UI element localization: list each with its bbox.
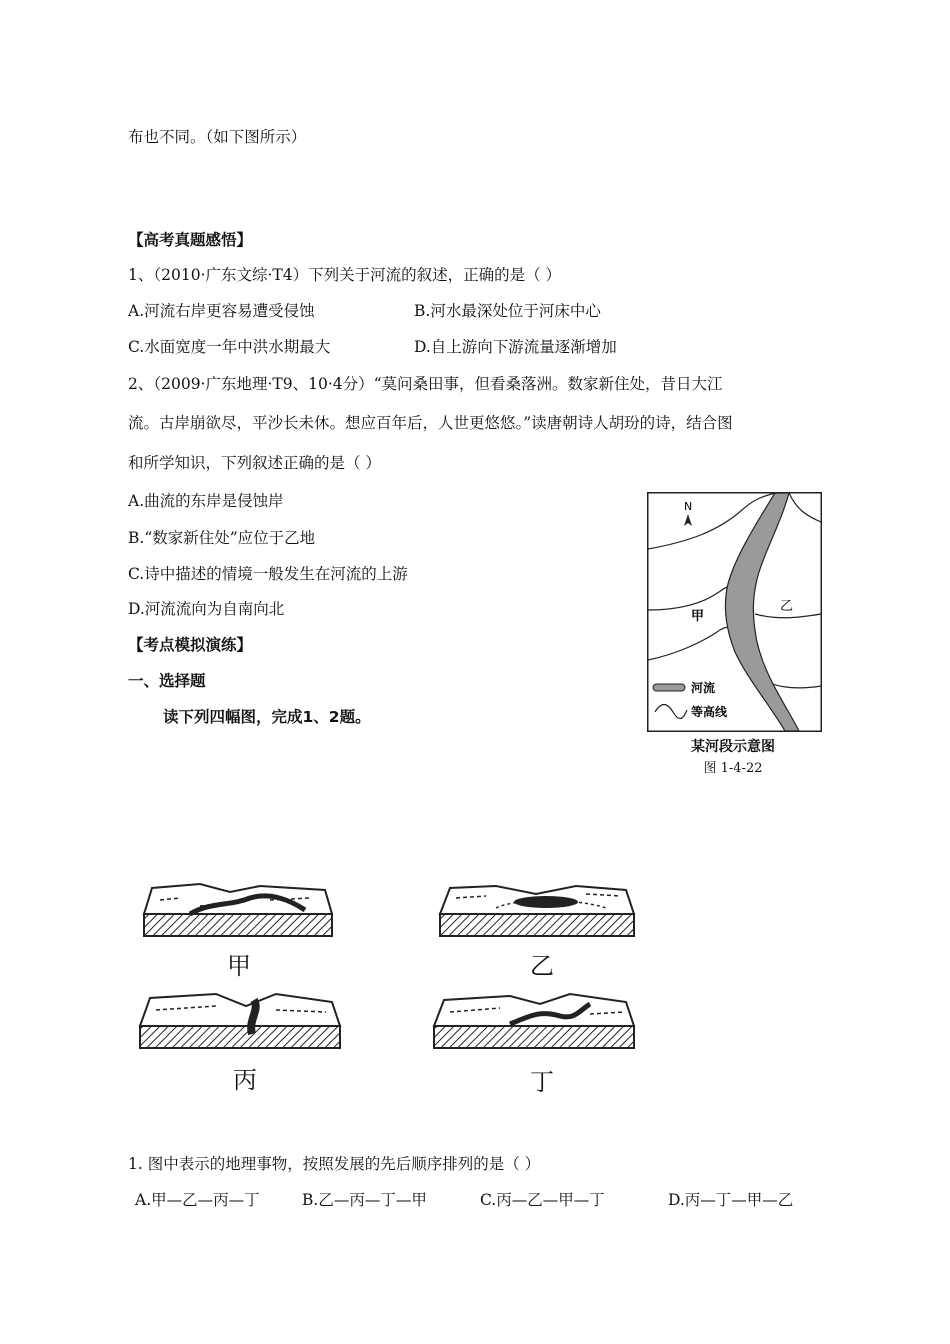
block-diagram-yi	[436, 880, 641, 946]
legend-contour-label: 等高线	[691, 705, 728, 719]
sim-q1-option-b: B.乙—丙—丁—甲	[302, 1191, 427, 1209]
q2-option-a: A.曲流的东岸是侵蚀岸	[128, 492, 284, 510]
sim-q1-option-c: C.丙—乙—甲—丁	[480, 1191, 605, 1209]
legend-river-label: 河流	[691, 681, 716, 695]
intro-text: 布也不同。（如下图所示）	[128, 128, 307, 146]
q1-option-a: A.河流右岸更容易遭受侵蚀	[128, 302, 315, 320]
q2-option-c: C.诗中描述的情境一般发生在河流的上游	[128, 565, 408, 583]
figure-label-ding: 丁	[530, 1068, 554, 1096]
sim-q1-option-d: D.丙—丁—甲—乙	[668, 1191, 794, 1209]
q1-stem: 1、（2010·广东文综·T4）下列关于河流的叙述，正确的是（ ）	[128, 266, 562, 284]
label-yi: 乙	[780, 599, 794, 614]
sim-q1-option-a: A.甲—乙—丙—丁	[135, 1191, 260, 1209]
label-jia: 甲	[691, 609, 705, 624]
section-heading-gaokao: 【高考真题感悟】	[128, 231, 253, 249]
block-diagram-bing	[136, 990, 346, 1058]
q2-stem-line2: 流。古岸崩欲尽，平沙长未休。想应百年后，人世更悠悠。”读唐朝诗人胡玢的诗，结合图	[128, 414, 733, 432]
q2-option-b: B.“数家新住处”应位于乙地	[128, 529, 316, 547]
block-diagram-jia	[140, 880, 340, 946]
part1-heading: 一、选择题	[128, 672, 206, 690]
block-diagram-ding	[430, 990, 640, 1058]
river-section-map	[647, 492, 822, 732]
map-title: 某河段示意图	[691, 739, 775, 755]
map-number: 图 1-4-22	[703, 761, 763, 776]
north-label: N	[684, 500, 693, 513]
figure-label-yi: 乙	[530, 952, 554, 980]
figure-label-jia: 甲	[227, 952, 251, 980]
instruction-text: 读下列四幅图，完成1、2题。	[163, 708, 371, 726]
section-heading-moni: 【考点模拟演练】	[128, 636, 253, 654]
q1-option-b: B.河水最深处位于河床中心	[414, 302, 601, 320]
legend-river-icon	[653, 684, 685, 691]
q2-option-d: D.河流流向为自南向北	[128, 600, 285, 618]
q1-option-c: C.水面宽度一年中洪水期最大	[128, 338, 331, 356]
q2-stem-line1: 2、（2009·广东地理·T9、10·4分）“莫问桑田事，但看桑落洲。数家新住处，昔日大江	[128, 375, 723, 393]
figure-label-bing: 丙	[233, 1066, 257, 1094]
sim-q1-stem: 1. 图中表示的地理事物，按照发展的先后顺序排列的是（ ）	[128, 1155, 541, 1173]
q1-option-d: D.自上游向下游流量逐渐增加	[414, 338, 617, 356]
q2-stem-line3: 和所学知识，下列叙述正确的是（ ）	[128, 454, 381, 472]
